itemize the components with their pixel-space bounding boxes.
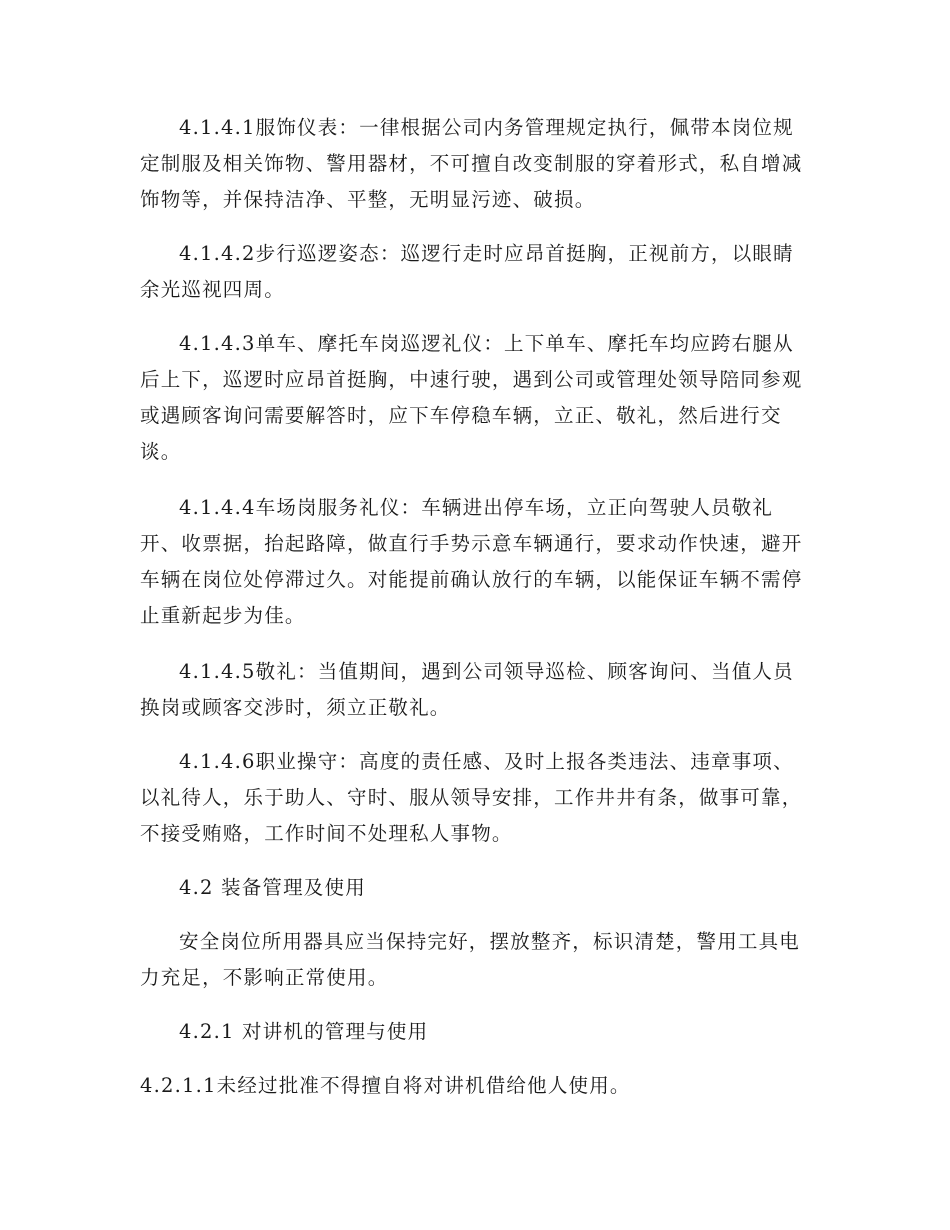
paragraph-parking-service-etiquette: 4.1.4.4车场岗服务礼仪：车辆进出停车场，立正向驾驶人员敬礼开、收票据，抬起路障，做直行手势示意车辆通行，要求动作快速，避开车辆在岗位处停滞过久。对能提前确认放行的车辆，以能保证车辆不需停止重新起步为佳。 [140,496,803,627]
paragraph-vehicle-patrol-etiquette: 4.1.4.3单车、摩托车岗巡逻礼仪：上下单车、摩托车均应跨右腿从后上下，巡逻时应昂首挺胸，中速行驶，遇到公司或管理处领导陪同参观或遇顾客询问需要解答时，应下车停稳车辆，立正、敬礼，然后进行交谈。 [140,332,803,463]
section-heading-radio: 4.2.1 对讲机的管理与使用 [179,1020,429,1043]
paragraph-equipment-requirements: 安全岗位所用器具应当保持完好，摆放整齐，标识清楚，警用工具电力充足，不影响正常使用。 [140,930,801,989]
paragraph-patrol-posture: 4.1.4.2步行巡逻姿态：巡逻行走时应昂首挺胸，正视前方，以眼睛余光巡视四周。 [140,242,794,301]
paragraph-professional-conduct: 4.1.4.6职业操守：高度的责任感、及时上报各类违法、违章事项、以礼待人，乐于助人、守时、服从领导安排，工作井井有条，做事可靠，不接受贿赂，工作时间不处理私人事物。 [140,750,803,845]
paragraph-dress-code: 4.1.4.1服饰仪表：一律根据公司内务管理规定执行，佩带本岗位规定制服及相关饰物、警用器材，不可擅自改变制服的穿着形式，私自增减饰物等，并保持洁净、平整，无明显污迹、破损。 [140,116,803,211]
section-heading-equipment: 4.2 装备管理及使用 [179,876,366,899]
paragraph-radio-lending: 4.2.1.1未经过批准不得擅自将对讲机借给他人使用。 [140,1074,631,1097]
paragraph-salute: 4.1.4.5敬礼：当值期间，遇到公司领导巡检、顾客询问、当值人员换岗或顾客交涉时，须立正敬礼。 [140,660,794,719]
